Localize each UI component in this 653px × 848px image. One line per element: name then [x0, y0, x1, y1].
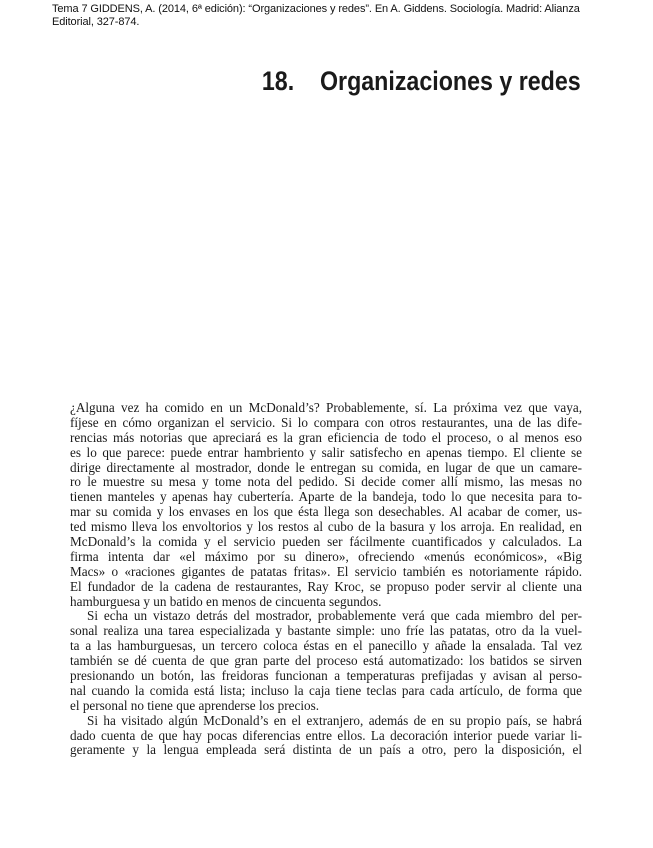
chapter-title: [262, 63, 581, 99]
text-line: firma intenta dar «el máximo por su dinero», ofreciendo «menús económicos», «Big: [70, 549, 582, 564]
text-line: ¿Alguna vez ha comido en un McDonald’s? Probablemente, sí. La próxima vez que vaya,: [70, 401, 582, 415]
text-line: presionando un botón, las freidoras funcionan a temperaturas prefijadas y avisan al perso-: [70, 669, 582, 684]
text-line: McDonald’s la comida y el servicio pueden ser fácilmente cuantificados y calculados. La: [70, 535, 582, 550]
text-line: también se dé cuenta de que gran parte del proceso está automatizado: los batidos se sirven: [70, 654, 582, 669]
text-line: hamburguesa y un batido en menos de cincuenta segundos.: [70, 594, 382, 609]
text-line: ro le muestre su mesa y tome nota del pedido. Si decide comer allí mismo, las mesas no: [70, 475, 582, 490]
text-line: ted mismo lleva los envoltorios y los restos al cubo de la basura y los arroja. En realidad, en: [70, 520, 582, 535]
text-line: Si ha visitado algún McDonald’s en el extranjero, además de en su propio país, se habrá: [87, 713, 582, 728]
text-line: es lo que parece: puede entrar hambriento y salir satisfecho en apenas tiempo. El cliente se: [70, 445, 582, 460]
text-line: sonal realiza una tarea especializada y bastante simple: uno fríe las patatas, otro da la vuel-: [70, 624, 582, 639]
text-line: rencias más notorias que apreciará es la gran eficiencia de todo el proceso, o al menos eso: [70, 430, 582, 445]
paragraph-2: [70, 609, 582, 713]
text-line: mar su comida y los envases en los que ésta llega son desechables. Al acabar de comer, us-: [70, 505, 582, 520]
text-line: ta a las hamburguesas, un tercero coloca éstas en el panecillo y añade la ensalada. Tal vez: [70, 639, 582, 654]
body-text: [70, 401, 582, 758]
citation-header: [52, 3, 648, 29]
citation-line-1: Tema 7 GIDDENS, A. (2014, 6ª edición): “Organizaciones y redes”. En A. Giddens. Sociología. Madrid: Alianza: [52, 3, 580, 15]
text-line: Si echa un vistazo detrás del mostrador, probablemente verá que cada miembro del per-: [87, 609, 582, 624]
text-line: nal cuando la comida está lista; incluso la caja tiene teclas para cada artículo, de forma que: [70, 683, 582, 698]
text-line: Macs» o «raciones gigantes de patatas fritas». El servicio también es notoriamente rápido.: [70, 564, 582, 579]
text-line: geramente y la lengua empleada será distinta de un país a otro, pero la disposición, el: [70, 743, 582, 758]
citation-line-2: Editorial, 327-874.: [52, 16, 140, 28]
text-line: El fundador de la cadena de restaurantes, Ray Kroc, se propuso poder servir al cliente una: [70, 579, 582, 594]
paragraph-1: [70, 401, 582, 609]
paragraph-3: [70, 714, 582, 759]
text-line: el personal no tiene que aprenderse los precios.: [70, 698, 320, 713]
chapter-title-text: Organizaciones y redes: [320, 66, 581, 96]
text-line: dirige directamente al mostrador, donde le entregan su comida, en lugar de que un camare-: [70, 460, 582, 475]
text-line: dado cuenta de que hay pocas diferencias entre ellos. La decoración interior puede variar li-: [70, 728, 582, 743]
chapter-number: 18.: [262, 66, 295, 96]
text-line: fíjese en cómo organizan el servicio. Si lo compara con otros restaurantes, una de las dife-: [70, 415, 582, 430]
text-line: tienen manteles y apenas hay cubertería. Aparte de la bandeja, todo lo que necesita para to-: [70, 490, 582, 505]
